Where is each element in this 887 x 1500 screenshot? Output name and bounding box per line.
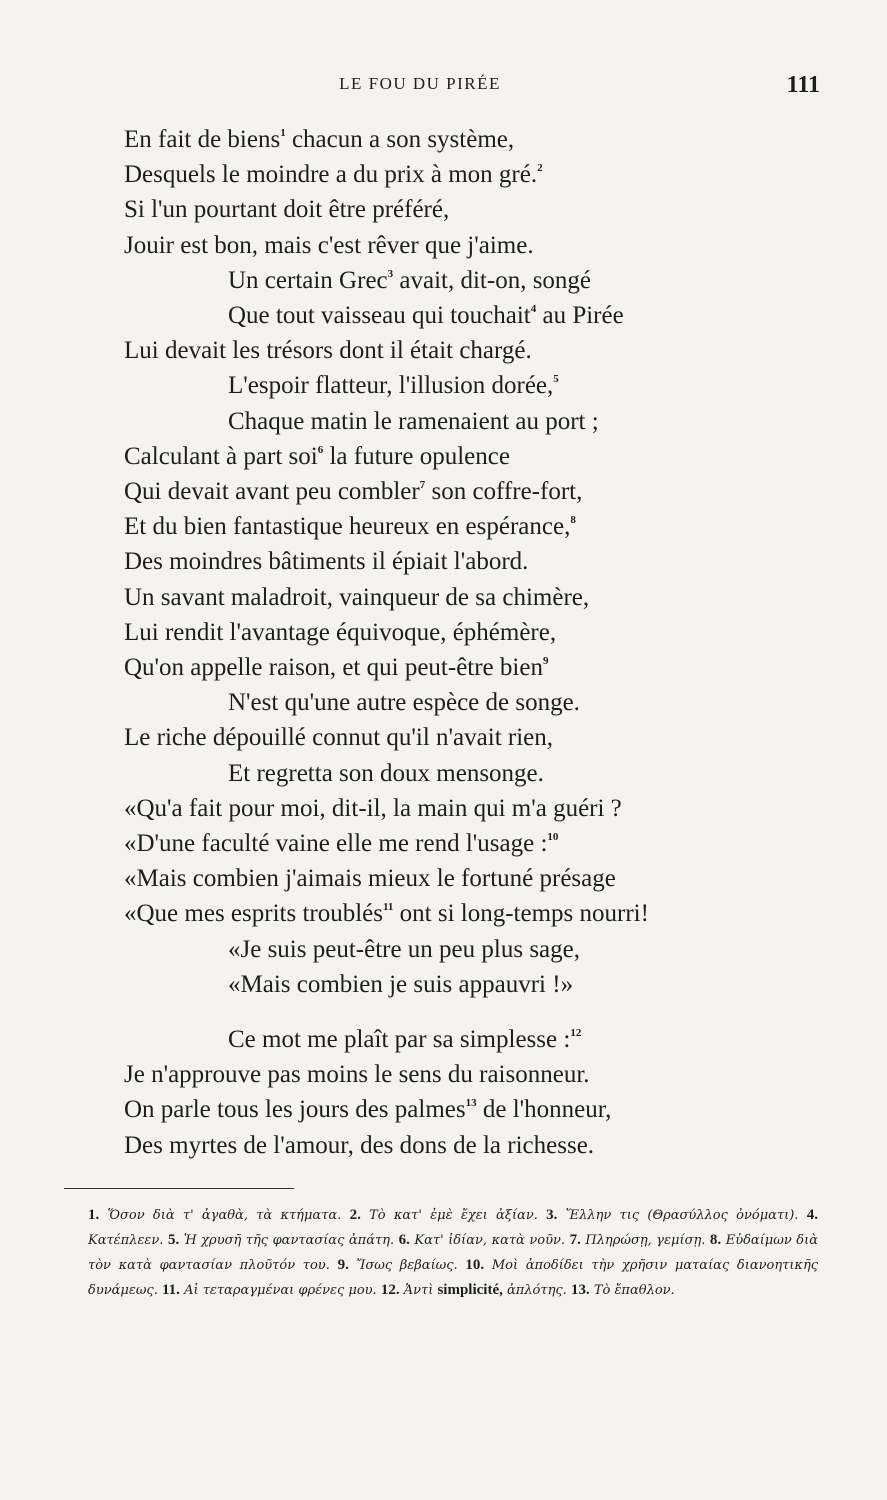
- verse-text: Jouir est bon, mais c'est rêver que j'aime.: [124, 231, 534, 259]
- verse-line: [124, 441, 510, 473]
- footnote-item: [571, 1283, 675, 1298]
- verse-line: [124, 582, 589, 614]
- footnote-divider: [64, 1188, 294, 1189]
- verse-text: «Mais combien je suis appauvri !»: [228, 970, 574, 998]
- footnote-marker: 4: [530, 303, 537, 315]
- footnote-item: [88, 1208, 341, 1223]
- verse-text: avait, dit-on, songé: [393, 266, 592, 294]
- verse-text: Le riche dépouillé connut qu'il n'avait rien,: [124, 724, 554, 752]
- footnote-item: [399, 1233, 565, 1248]
- footnote-number: 13.: [570, 1282, 590, 1298]
- verse-text: «Je suis peut-être un peu plus sage,: [228, 935, 581, 963]
- verse-line: [124, 124, 514, 156]
- footnote-item: [350, 1208, 538, 1223]
- verse-text: Un certain Grec: [228, 266, 388, 294]
- footnote-number: 12.: [380, 1282, 400, 1298]
- verse-text: Et du bien fantastique heureux en espérance,: [124, 513, 571, 541]
- running-title: LE FOU DU PIRÉE: [339, 74, 501, 93]
- footnote-number: 4.: [806, 1207, 818, 1223]
- footnote-item: [162, 1283, 377, 1298]
- footnote-item: [546, 1208, 798, 1223]
- footnote-number: 10.: [465, 1257, 485, 1273]
- verse-text: Qui devait avant peu combler: [124, 478, 420, 505]
- footnote-marker: 1: [280, 127, 286, 139]
- verse-text: «Que mes esprits troublés: [124, 900, 383, 928]
- footnote-text: Κατ' ἰδίαν, κατὰ νοῦν.: [414, 1233, 566, 1248]
- footnote-text: ἀπλότης.: [507, 1283, 567, 1298]
- footnote-text: Ἕλλην τις (Θρασύλλος ὀνόματι).: [565, 1208, 799, 1223]
- footnote-item: [338, 1258, 458, 1273]
- verse-text: Calculant à part soi: [124, 442, 318, 470]
- footnote-marker: 2: [537, 162, 543, 175]
- footnote-text: Εὐδαίμων διὰ τὸν κατὰ φαντασίαν πλοῦτόν του.: [88, 1233, 818, 1273]
- footnote-marker: 8: [570, 514, 576, 527]
- footnote-marker: 5: [553, 373, 559, 386]
- verse-line: [124, 617, 556, 649]
- verse-text: au Pirée: [536, 302, 624, 329]
- verse-line: [124, 476, 582, 508]
- footnote-text: Ἴσως βεβαίως.: [356, 1258, 458, 1273]
- footnote-marker: 11: [382, 901, 394, 914]
- verse-line: [228, 370, 559, 402]
- verse-line: [124, 722, 553, 754]
- verse-line: [124, 1094, 611, 1126]
- verse-text: Que tout vaisseau qui touchait: [228, 302, 531, 329]
- footnote-number: 11.: [162, 1282, 180, 1298]
- verse-text: Lui devait les trésors dont il était chargé.: [124, 337, 532, 365]
- verse-text: Ce mot me plaît par sa simplesse :: [228, 1026, 571, 1053]
- footnote-number: 1.: [88, 1207, 100, 1223]
- verse-line: [124, 194, 449, 226]
- footnote-text: Τὸ κατ' ἐμὲ ἔχει ἀξίαν.: [369, 1208, 538, 1223]
- verse-text: Des moindres bâtiments il épiait l'abord.: [124, 548, 529, 576]
- verse-text: ont si long-temps nourri!: [393, 900, 649, 928]
- footnote-marker: 7: [419, 479, 426, 491]
- footnote-item: [168, 1233, 394, 1248]
- footnote-text: Πληρώσῃ, γεμίσῃ.: [585, 1233, 706, 1248]
- verse-text: Qu'on appelle raison, et qui peut-être bien: [124, 654, 543, 681]
- verse-line: [228, 758, 544, 790]
- footnotes: [88, 1203, 818, 1303]
- footnote-number: 8.: [709, 1232, 722, 1248]
- verse-line: [228, 300, 624, 332]
- verse-text: Desquels le moindre a du prix à mon gré.: [124, 161, 538, 189]
- footnote-number: 9.: [337, 1257, 349, 1273]
- verse-text: N'est qu'une autre espèce de songe.: [228, 689, 580, 717]
- footnote-marker: 13: [465, 1097, 477, 1110]
- verse-text: En fait de biens: [124, 126, 281, 153]
- verse-line: [124, 863, 616, 895]
- verse-line: [228, 406, 599, 438]
- footnote-marker: 9: [542, 655, 549, 667]
- page-number: 111: [786, 72, 820, 98]
- verse-text: Si l'un pourtant doit être préféré,: [124, 196, 450, 224]
- verse-line: [228, 1024, 581, 1056]
- verse-text: Je n'approuve pas moins le sens du raisonneur.: [124, 1061, 590, 1089]
- verse-line: [228, 687, 580, 719]
- footnote-marker: 3: [387, 267, 394, 280]
- verse-line: [124, 335, 532, 367]
- footnote-text: Τὸ ἔπαθλον.: [593, 1283, 675, 1298]
- footnote-item: [570, 1233, 706, 1248]
- footnote-number: 7.: [569, 1232, 581, 1248]
- footnote-text: Μοὶ ἀποδίδει τὴν χρῆσιν ματαίας διανοητικῆς δυνάμεως.: [88, 1258, 819, 1298]
- verse-text: «D'une faculté vaine elle me rend l'usage :: [124, 830, 548, 857]
- footnote-number: 6.: [398, 1232, 410, 1248]
- footnote-number: 2.: [349, 1207, 361, 1223]
- verse-line: [228, 934, 580, 966]
- verse-line: [124, 652, 548, 684]
- footnote-marker: 12: [570, 1027, 582, 1039]
- verse-line: [228, 265, 591, 297]
- verse-text: chacun a son système,: [285, 126, 515, 153]
- running-head: [120, 72, 820, 102]
- verse-text: Des myrtes de l'amour, des dons de la richesse.: [124, 1131, 595, 1159]
- footnote-text: Ἀντὶ: [403, 1283, 434, 1298]
- verse-text: «Qu'a fait pour moi, dit-il, la main qui m'a guéri ?: [124, 794, 622, 822]
- footnote-number: 3.: [546, 1207, 558, 1223]
- footnote-marker: 6: [317, 443, 324, 456]
- verse-line: [124, 546, 528, 578]
- verse-text: On parle tous les jours des palmes: [124, 1096, 466, 1124]
- footnote-number: 5.: [167, 1232, 180, 1248]
- verse-line: [124, 898, 649, 930]
- verse-line: [228, 969, 573, 1001]
- footnote-item: [381, 1283, 567, 1298]
- footnote-marker: 10: [547, 831, 559, 843]
- verse-text: L'espoir flatteur, l'illusion dorée,: [228, 372, 554, 400]
- verse-text: son coffre-fort,: [425, 478, 583, 505]
- verse-line: [124, 828, 558, 860]
- verse-text: Chaque matin le ramenaient au port ;: [228, 407, 599, 435]
- verse-line: [124, 511, 576, 543]
- footnote-french-term: simplicité,: [437, 1282, 503, 1298]
- verse-text: Et regretta son doux mensonge.: [228, 759, 544, 787]
- footnote-text: Ὅσον διὰ τ' ἀγαθὰ, τὰ κτήματα.: [107, 1208, 342, 1223]
- footnote-text: Αἱ τεταραγμέναι φρένες μου.: [184, 1283, 377, 1298]
- verse-line: [124, 1130, 594, 1162]
- verse-line: [124, 1059, 590, 1091]
- verse-text: de l'honneur,: [476, 1096, 612, 1124]
- verse-text: «Mais combien j'aimais mieux le fortuné présage: [124, 865, 616, 893]
- verse-line: [124, 159, 543, 191]
- verse-text: la future opulence: [323, 442, 510, 470]
- verse-text: Un savant maladroit, vainqueur de sa chimère,: [124, 583, 590, 611]
- footnote-text: Ἡ χρυσῆ τῆς φαντασίας ἀπάτη.: [183, 1233, 395, 1248]
- verse-line: [124, 793, 622, 825]
- footnote-text: Κατέπλεεν.: [88, 1233, 164, 1248]
- verse-line: [124, 230, 534, 262]
- verse-text: Lui rendit l'avantage équivoque, éphémère,: [124, 618, 557, 646]
